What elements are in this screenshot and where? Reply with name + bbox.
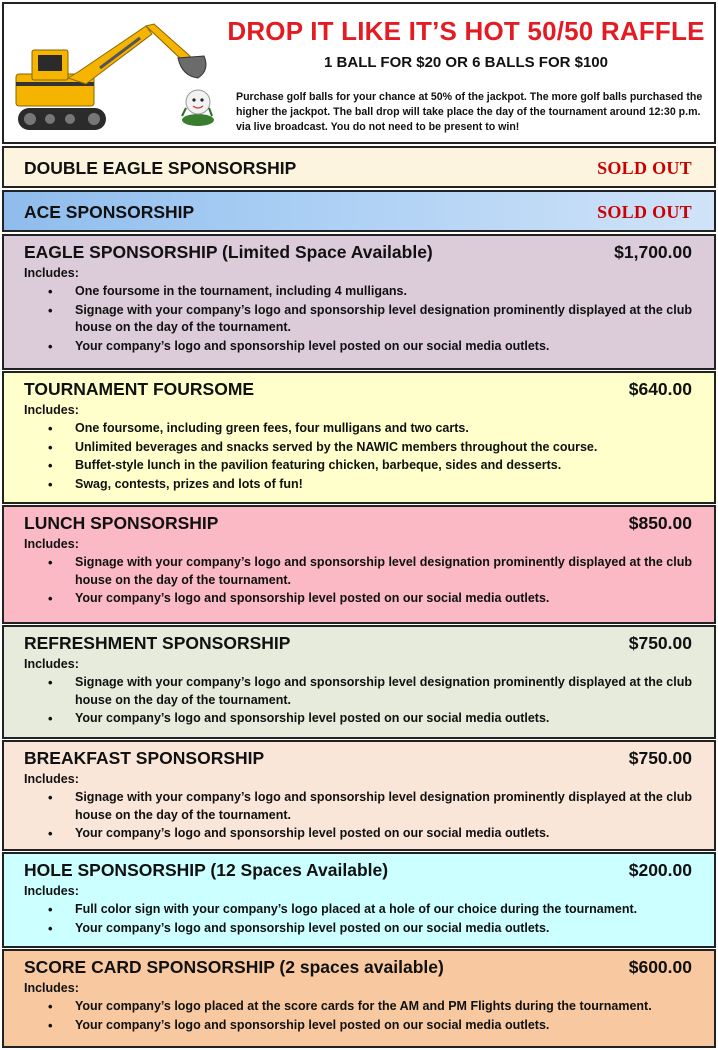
list-item: • Your company’s logo and sponsorship level posted on our social media outlets. xyxy=(24,825,692,843)
section-name: EAGLE SPONSORSHIP (Limited Space Available) xyxy=(24,242,433,262)
raffle-description: Purchase golf balls for your chance at 50% of the jackpot. The more golf balls purchased the higher the jackpot. The ball drop will take place the day of the tournament around 12:30 p.m. via live broadcast. You do not need to be present to win! xyxy=(236,91,703,133)
list-item: • Signage with your company’s logo and sponsorship level designation prominently displayed at the club house on the day of the tournament. xyxy=(24,789,692,824)
section-name: LUNCH SPONSORSHIP xyxy=(24,513,219,533)
list-item: • Your company’s logo and sponsorship level posted on our social media outlets. xyxy=(24,590,692,608)
section-name: SCORE CARD SPONSORSHIP (2 spaces available) xyxy=(24,957,444,977)
breakfast-section xyxy=(2,740,716,851)
includes-label: Includes: xyxy=(24,772,79,786)
section-price: $200.00 xyxy=(628,860,692,880)
list-item: • Your company’s logo placed at the score cards for the AM and PM Flights during the tournament. xyxy=(24,998,692,1016)
includes-label: Includes: xyxy=(24,657,79,671)
list-item: • Swag, contests, prizes and lots of fun! xyxy=(24,476,692,494)
benefit-list xyxy=(24,789,692,843)
raffle-banner xyxy=(2,2,716,144)
list-item: • Unlimited beverages and snacks served by the NAWIC members throughout the course. xyxy=(24,439,692,457)
list-item: • Your company’s logo and sponsorship level posted on our social media outlets. xyxy=(24,710,692,728)
benefit-list xyxy=(24,420,692,493)
benefit-list xyxy=(24,674,692,728)
benefit-list xyxy=(24,283,692,355)
section-price: $640.00 xyxy=(628,379,692,399)
section-name: BREAKFAST SPONSORSHIP xyxy=(24,748,265,768)
section-price: $600.00 xyxy=(628,957,692,977)
eagle-section xyxy=(2,234,716,370)
score-card-section xyxy=(2,949,716,1048)
list-item: • Your company’s logo and sponsorship level posted on our social media outlets. xyxy=(24,1017,692,1035)
tournament-foursome-section xyxy=(2,371,716,504)
raffle-title: DROP IT LIKE IT’S HOT 50/50 RAFFLE xyxy=(227,16,705,46)
sold-out-badge: SOLD OUT xyxy=(597,202,692,222)
section-name: TOURNAMENT FOURSOME xyxy=(24,379,255,399)
includes-label: Includes: xyxy=(24,981,79,995)
section-name: ACE SPONSORSHIP xyxy=(24,202,195,222)
includes-label: Includes: xyxy=(24,537,79,551)
benefit-list xyxy=(24,901,692,937)
includes-label: Includes: xyxy=(24,403,79,417)
hole-section xyxy=(2,852,716,948)
list-item: • One foursome in the tournament, including 4 mulligans. xyxy=(24,283,692,301)
section-price: $750.00 xyxy=(628,633,692,653)
section-name: REFRESHMENT SPONSORSHIP xyxy=(24,633,291,653)
list-item: • One foursome, including green fees, four mulligans and two carts. xyxy=(24,420,692,438)
includes-label: Includes: xyxy=(24,266,79,280)
benefit-list xyxy=(24,554,692,608)
refreshment-section xyxy=(2,625,716,739)
section-name: DOUBLE EAGLE SPONSORSHIP xyxy=(24,158,297,178)
list-item: • Your company’s logo and sponsorship level posted on our social media outlets. xyxy=(24,920,692,938)
list-item: • Signage with your company’s logo and sponsorship level designation prominently displayed at the club house on the day of the tournament. xyxy=(24,674,692,709)
sold-out-badge: SOLD OUT xyxy=(597,158,692,178)
benefit-list xyxy=(24,998,692,1034)
list-item: • Signage with your company’s logo and sponsorship level designation prominently displayed at the club house on the day of the tournament. xyxy=(24,302,692,337)
lunch-section xyxy=(2,505,716,624)
excavator-icon xyxy=(12,12,222,140)
list-item: • Your company’s logo and sponsorship level posted on our social media outlets. xyxy=(24,338,692,356)
section-name: HOLE SPONSORSHIP (12 Spaces Available) xyxy=(24,860,389,880)
list-item: • Buffet-style lunch in the pavilion featuring chicken, barbeque, sides and desserts. xyxy=(24,457,692,475)
includes-label: Includes: xyxy=(24,884,79,898)
double-eagle-section xyxy=(2,146,716,188)
section-price: $750.00 xyxy=(628,748,692,768)
section-price: $1,700.00 xyxy=(614,242,692,262)
section-price: $850.00 xyxy=(628,513,692,533)
raffle-price-line: 1 BALL FOR $20 OR 6 BALLS FOR $100 xyxy=(324,54,608,71)
ace-section xyxy=(2,190,716,232)
list-item: • Full color sign with your company’s logo placed at a hole of our choice during the tournament. xyxy=(24,901,692,919)
list-item: • Signage with your company’s logo and sponsorship level designation prominently displayed at the club house on the day of the tournament. xyxy=(24,554,692,589)
